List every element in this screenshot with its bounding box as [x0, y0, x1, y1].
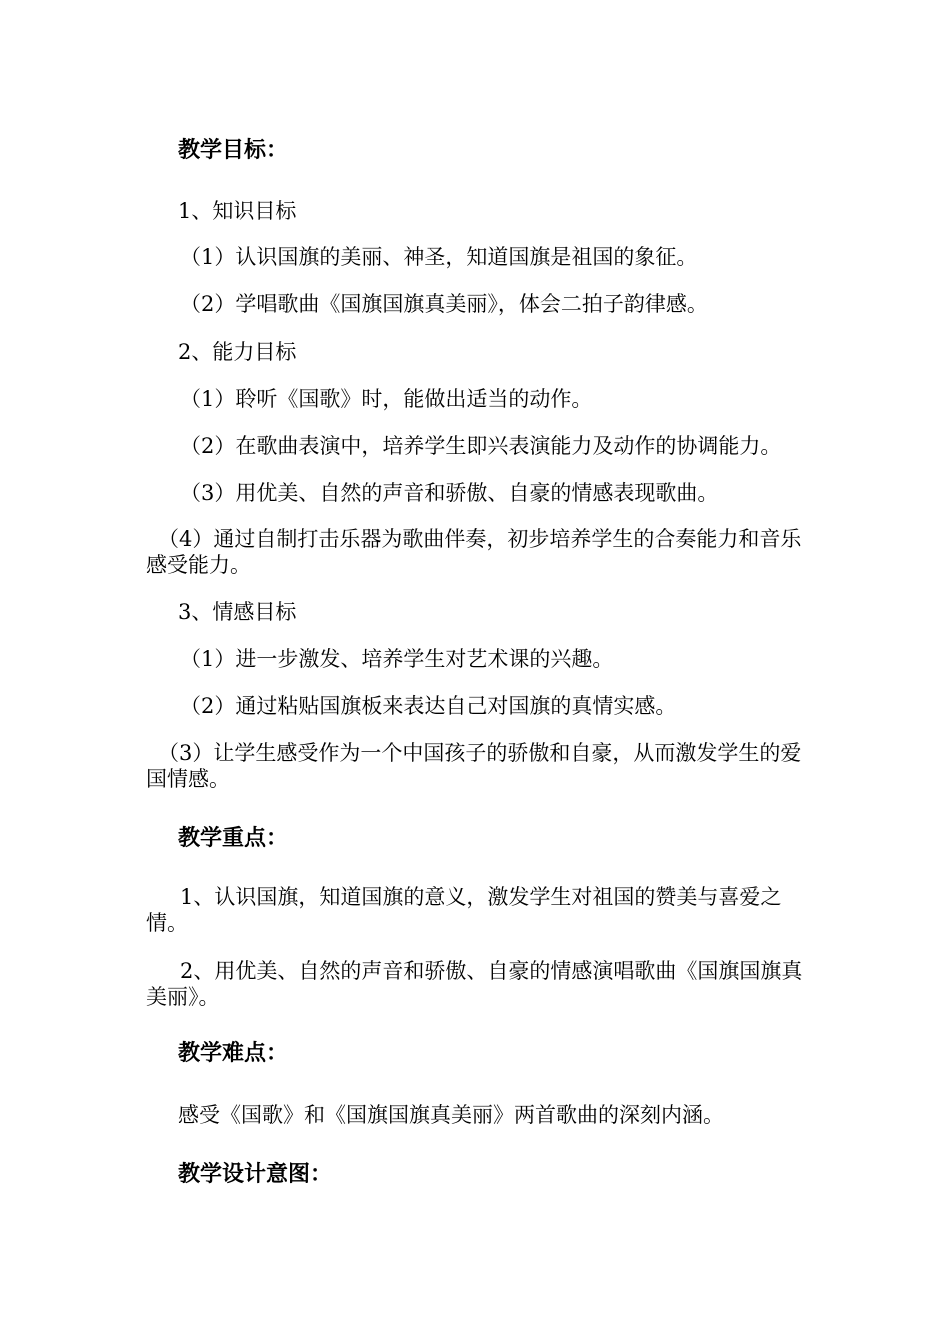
knowledge-item-1: （1）认识国旗的美丽、神圣，知道国旗是祖国的象征。	[180, 245, 698, 269]
ability-item-2: （2）在歌曲表演中，培养学生即兴表演能力及动作的协调能力。	[180, 434, 782, 458]
objectives-heading: 教学目标：	[178, 138, 289, 163]
ability-item-1: （1）聆听《国歌》时，能做出适当的动作。	[180, 387, 593, 411]
emotion-item-1: （1）进一步激发、培养学生对艺术课的兴趣。	[180, 647, 614, 671]
emotion-item-3: （3）让学生感受作为一个中国孩子的骄傲和自豪，从而激发学生的爱国情感。	[146, 741, 802, 791]
key-points-heading: 教学重点：	[178, 826, 289, 851]
key-point-1: 1、认识国旗，知道国旗的意义，激发学生对祖国的赞美与喜爱之情。	[146, 885, 782, 935]
ability-objective-title: 2、能力目标	[178, 340, 297, 364]
ability-item-3: （3）用优美、自然的声音和骄傲、自豪的情感表现歌曲。	[180, 481, 719, 505]
key-point-2: 2、用优美、自然的声音和骄傲、自豪的情感演唱歌曲《国旗国旗真美丽》。	[146, 959, 803, 1009]
emotion-item-2: （2）通过粘贴国旗板来表达自己对国旗的真情实感。	[180, 694, 677, 718]
design-intent-heading: 教学设计意图：	[178, 1162, 333, 1187]
difficulties-heading: 教学难点：	[178, 1041, 289, 1066]
difficulties-text: 感受《国歌》和《国旗国旗真美丽》两首歌曲的深刻内涵。	[178, 1103, 724, 1127]
emotion-objective-title: 3、情感目标	[178, 600, 297, 624]
knowledge-item-2: （2）学唱歌曲《国旗国旗真美丽》，体会二拍子韵律感。	[180, 292, 708, 316]
ability-item-4: （4）通过自制打击乐器为歌曲伴奏，初步培养学生的合奏能力和音乐感受能力。	[146, 527, 802, 577]
knowledge-objective-title: 1、知识目标	[178, 199, 297, 223]
